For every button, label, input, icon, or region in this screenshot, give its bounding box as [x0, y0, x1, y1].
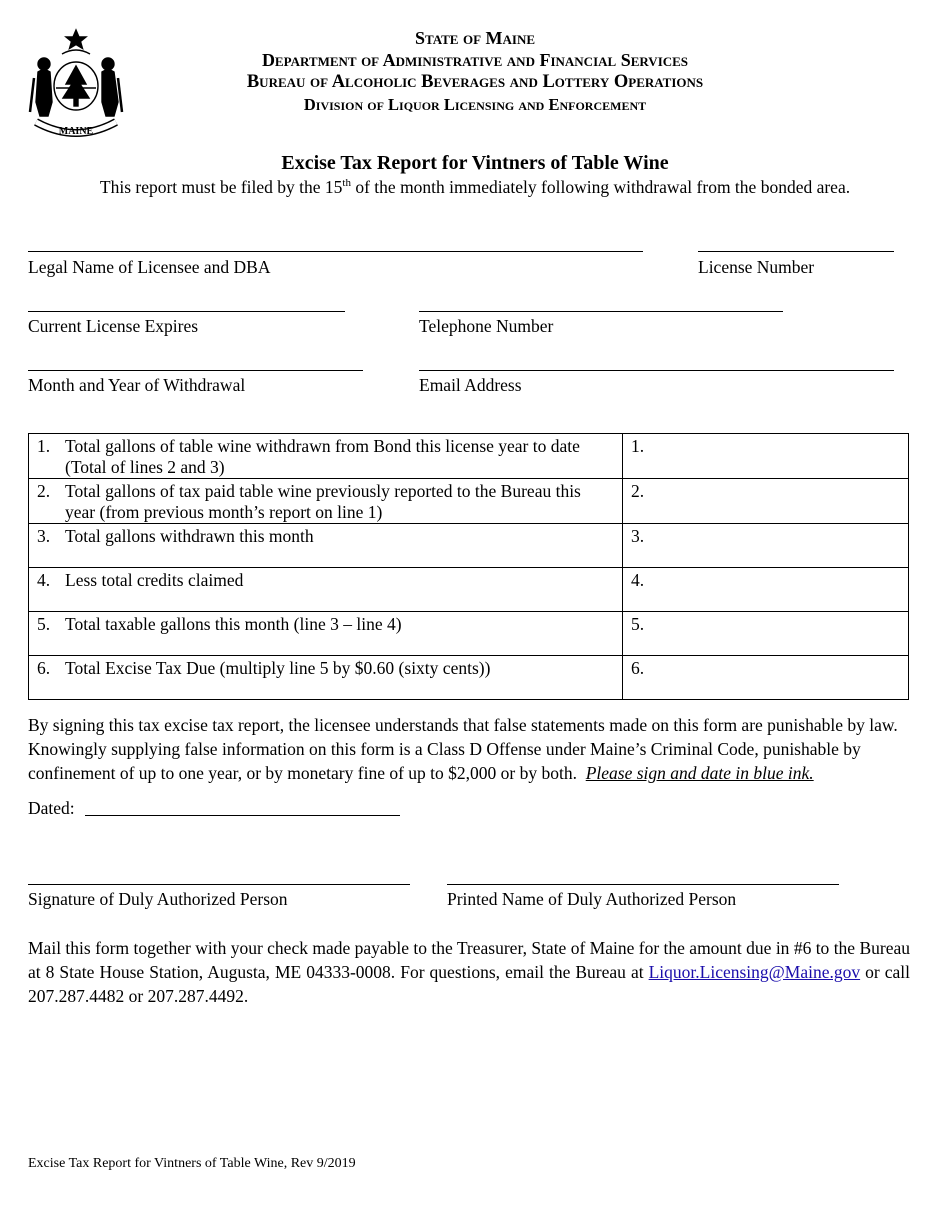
email-line[interactable] [419, 370, 894, 371]
telephone-line[interactable] [419, 311, 783, 312]
header-division: Division of Liquor Licensing and Enforcement [303, 95, 647, 114]
line-number: 1. [37, 436, 51, 456]
telephone-label: Telephone Number [419, 316, 554, 336]
mail-instructions: Mail this form together with your check made payable to the Treasurer, State of Maine for the amount due in #6 to the Bureau at 8 State House Station, Augusta, ME 04333-0008. For questions, email the Bureau at Liquor.Licensing@Maine.gov or call 207.287.4482 or 207.287.4492. [28, 938, 911, 1006]
table-row [29, 656, 909, 700]
answer-cell[interactable]: 4. [623, 568, 909, 612]
form-title: Excise Tax Report for Vintners of Table Wine [281, 152, 669, 174]
sign-instruction: Please sign and date in blue ink. [585, 763, 814, 783]
line-description: Total gallons of tax paid table wine previously reported to the Bureau this year (from previous month’s report on line 1) [65, 481, 581, 522]
form-subtitle: This report must be filed by the 15th of the month immediately following withdrawal from the bonded area. [99, 177, 851, 197]
answer-cell[interactable]: 1. [623, 434, 909, 479]
legal-name-label: Legal Name of Licensee and DBA [28, 257, 271, 277]
answer-cell[interactable]: 6. [623, 656, 909, 700]
seal-text: MAINE [58, 126, 94, 137]
header-bureau: Bureau of Alcoholic Beverages and Lottery Operations [246, 72, 704, 92]
answer-cell[interactable]: 2. [623, 479, 909, 524]
license-expires-label: Current License Expires [28, 316, 199, 336]
license-number-label: License Number [698, 257, 815, 277]
line-number: 5. [37, 614, 51, 634]
line-description: Less total credits claimed [65, 570, 244, 590]
table-row [29, 524, 909, 568]
bureau-email-link[interactable]: Liquor.Licensing@Maine.gov [648, 962, 861, 982]
line-number: 3. [37, 526, 51, 546]
line-description: Total gallons withdrawn this month [65, 526, 314, 546]
answer-cell[interactable]: 5. [623, 612, 909, 656]
license-number-line[interactable] [698, 251, 894, 252]
signature-line[interactable] [28, 884, 410, 885]
header-department: Department of Administrative and Financial Services [261, 50, 689, 70]
license-expires-line[interactable] [28, 311, 345, 312]
line-number: 6. [37, 658, 51, 678]
footer-revision: Excise Tax Report for Vintners of Table Wine, Rev 9/2019 [28, 1156, 356, 1171]
attestation-paragraph: By signing this tax excise tax report, the licensee understands that false statements made on this form are punishable by law. Knowingly supplying false information on this form is a Class D Offense under Maine’s Criminal Code, punishable by confinement of up to one year, or by monetary fine of up to $2,000 or by both. Please sign and date in blue ink. [28, 715, 898, 783]
answer-cell[interactable]: 3. [623, 524, 909, 568]
line-description: Total Excise Tax Due (multiply line 5 by $0.60 (sixty cents)) [65, 658, 491, 678]
dated-line[interactable] [85, 815, 400, 816]
line-number: 2. [37, 481, 51, 501]
legal-name-line[interactable] [28, 251, 643, 252]
table-row [29, 568, 909, 612]
line-number: 4. [37, 570, 51, 590]
table-row [29, 479, 909, 524]
table-row [29, 612, 909, 656]
table-row [29, 434, 909, 479]
printed-name-label: Printed Name of Duly Authorized Person [447, 889, 737, 909]
excise-tax-table [28, 433, 909, 700]
signature-label: Signature of Duly Authorized Person [28, 889, 288, 909]
month-year-label: Month and Year of Withdrawal [28, 375, 246, 395]
header-state: State of Maine [414, 28, 536, 48]
line-description: Total taxable gallons this month (line 3 – line 4) [65, 614, 402, 634]
printed-name-line[interactable] [447, 884, 839, 885]
email-label: Email Address [419, 375, 522, 395]
month-year-line[interactable] [28, 370, 363, 371]
line-description: Total gallons of table wine withdrawn from Bond this license year to date (Total of lines 2 and 3) [65, 436, 580, 477]
dated-label: Dated: [28, 798, 75, 818]
